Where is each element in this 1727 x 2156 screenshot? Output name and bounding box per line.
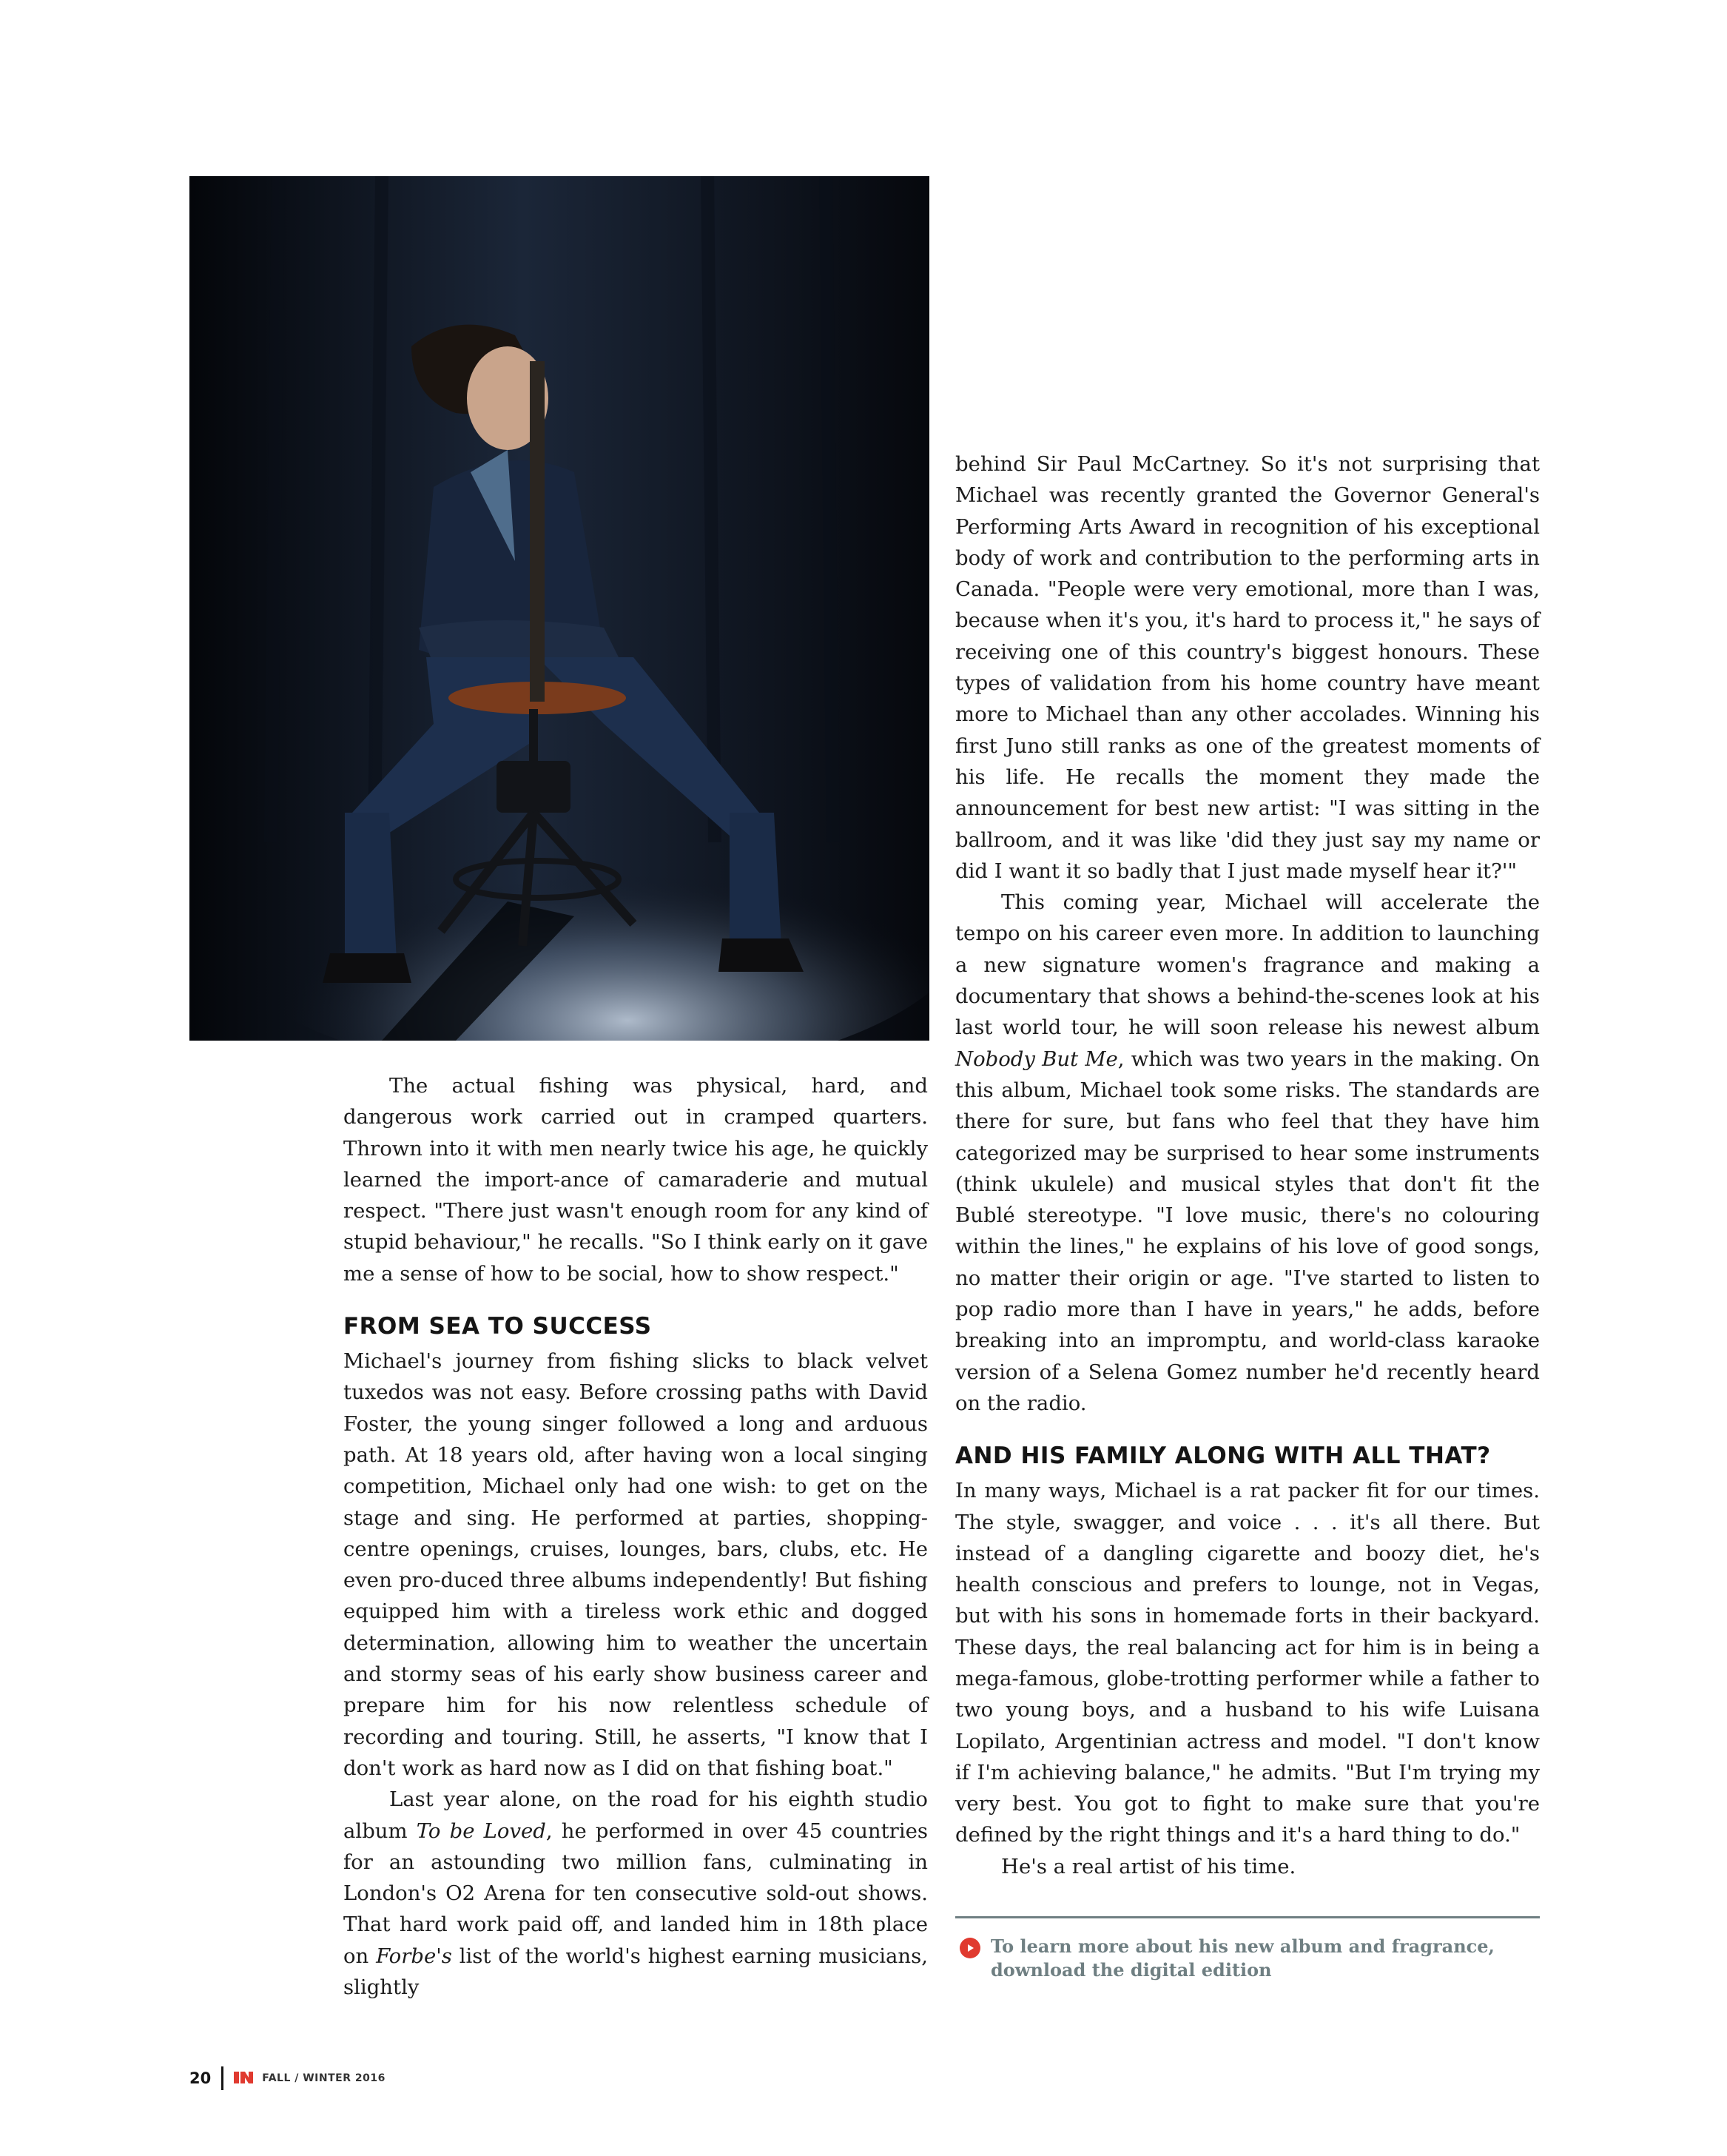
album-title: Nobody But Me bbox=[955, 1047, 1118, 1071]
paragraph: Michael's journey from fishing slicks to black velvet tuxedos was not easy. Before crossing paths with David Foster, the young singer followed a long and arduous path. At 18 years old, after having won a local singing competition, Michael only had one wish: to get on the stage and sing. He performed at parties, shopping-centre openings, cruises, lounges, bars, clubs, etc. He even pro-duced three albums independently! But fishing equipped him with a tireless work ethic and dogged determination, allowing him to weather the uncertain and stormy seas of his early show business career and prepare him for his now relentless schedule of recording and touring. Still, he asserts, "I know that I don't work as hard now as I did on that fishing boat." bbox=[343, 1349, 928, 1780]
publication-title: Forbe's bbox=[376, 1944, 452, 1968]
album-title: To be Loved bbox=[416, 1819, 546, 1843]
photo-illustration bbox=[189, 176, 929, 1041]
section-heading: FROM SEA TO SUCCESS bbox=[343, 1313, 652, 1340]
play-circle-icon bbox=[960, 1938, 980, 1958]
callout-line: download the digital edition bbox=[991, 1959, 1272, 1981]
digital-edition-callout[interactable] bbox=[955, 1916, 1540, 1982]
paragraph: In many ways, Michael is a rat packer fit for our times. The style, swagger, and voice . . . it's all there. But instead of a dangling cigarette and boozy diet, he's health conscious and prefers to lounge, not in Vegas, but with his sons in homemade forts in their backyard. These days, the real balancing act for him is in being a mega-famous, globe-trotting performer while a father to two young boys, and a husband to his wife Luisana Lopilato, Argentinian actress and model. "I don't know if I'm achieving balance," he admits. "But I'm trying my very best. You got to fight to make sure that you're defined by the right things and it's a hard thing to do." bbox=[955, 1479, 1540, 1847]
paragraph: The actual fishing was physical, hard, and dangerous work carried out in cramped quarters. Thrown into it with men nearly twice his age, he quickly learned the import-ance of camaraderie and mutual respect. "There just wasn't enough room for any kind of stupid behaviour," he recalls. "So I think early on it gave me a sense of how to be social, how to show respect." bbox=[343, 1074, 928, 1286]
section-heading: AND HIS FAMILY ALONG WITH ALL THAT? bbox=[955, 1443, 1491, 1470]
callout-text[interactable] bbox=[991, 1935, 1495, 1982]
footer-divider bbox=[221, 2066, 223, 2090]
callout-line: To learn more about his new album and fragrance, bbox=[991, 1935, 1495, 1957]
paragraph: This coming year, Michael will accelerate the tempo on his career even more. In addition to launching a new signature women's fragrance and making a documentary that shows a behind-the-scenes look at his last world tour, he will soon release his newest album Nobody But Me, which was two years in the making. On this album, Michael took some risks. The standards are there for sure, but fans who feel that they have him categorized may be surprised to hear some instruments (think ukulele) and musical styles that don't fit the Bublé stereotype. "I love music, there's no colouring within the lines," he explains of his love of good songs, no matter their origin or age. "I've started to listen to pop radio more than I have in years," he adds, before breaking into an impromptu, and world-class karaoke version of a Selena Gomez number he'd recently heard on the radio. bbox=[955, 890, 1540, 1415]
issue-label: FALL / WINTER 2016 bbox=[262, 2072, 386, 2084]
paragraph: behind Sir Paul McCartney. So it's not surprising that Michael was recently granted the Governor General's Performing Arts Award in recognition of his exceptional body of work and contribution to the performing arts in Canada. "People were very emotional, more than I was, because when it's you, it's hard to process it," he says of receiving one of this country's biggest honours. These types of validation from his home country have meant more to Michael than any other accolades. Winning his first Juno still ranks as one of the greatest moments of his life. He recalls the moment they made the announcement for best new artist: "I was sitting in the ballroom, and it was like 'did they just say my name or did I want it so badly that I just made myself hear it?'" bbox=[955, 452, 1540, 883]
page-number: 20 bbox=[189, 2069, 212, 2087]
paragraph: Last year alone, on the road for his eighth studio album To be Loved, he performed in over 45 countries for an astounding two million fans, culminating in London's O2 Arena for ten consecutive sold-out shows. That hard work paid off, and landed him in 18th place on Forbe's list of the world's highest earning musicians, slightly bbox=[343, 1787, 928, 2000]
paragraph: He's a real artist of his time. bbox=[1001, 1854, 1296, 1878]
article-column-right bbox=[955, 449, 1540, 1882]
article-photo bbox=[189, 176, 929, 1041]
article-column-left bbox=[343, 1070, 928, 2003]
page-footer bbox=[189, 2066, 386, 2090]
magazine-logo-icon bbox=[234, 2070, 253, 2086]
